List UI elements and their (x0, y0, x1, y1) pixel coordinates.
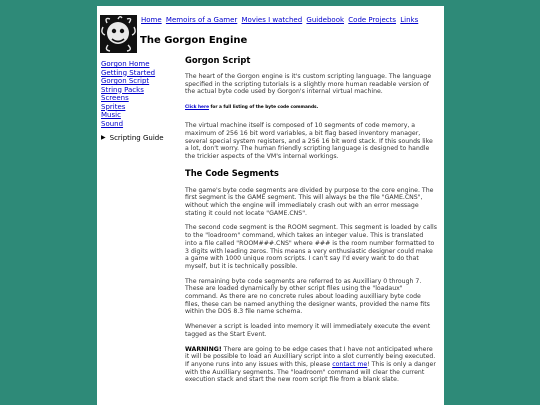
header (97, 6, 444, 54)
site-title: The Gorgon Engine (140, 35, 248, 46)
sidebar-item-screens[interactable]: Screens (101, 94, 129, 102)
sidebar-item-getting-started[interactable]: Getting Started (101, 68, 156, 77)
byte-code-listing-note (185, 105, 437, 111)
page-container (97, 6, 444, 405)
segments-paragraph-1: The game's byte code segments are divided by purpose to the core engine. The first segment is the GAME segment. This will always be the file "GAME.CNS", without which the engine will immediately crash out with an error message stating it could not locate "GAME.CNS". (185, 186, 434, 217)
code-segments-heading: The Code Segments (185, 167, 279, 178)
sidebar-item-sprites[interactable]: Sprites (101, 102, 126, 111)
nav-guidebook-link[interactable]: Guidebook (306, 16, 345, 24)
warning-paragraph (185, 346, 437, 385)
sidebar-scripting-guide-label: Scripting Guide (109, 134, 164, 142)
nav-movies-link[interactable]: Movies I watched (241, 16, 303, 24)
nav-code-projects-link[interactable]: Code Projects (348, 16, 397, 24)
nav-links-link[interactable]: Links (400, 16, 419, 24)
warning-text-a: There are going to be edge cases that I have not anticipated where it will be possible to load an Auxilliary script into a slot currently being executed. If anyone runs into any issues with this, please (185, 345, 436, 368)
page-title: Gorgon Script (185, 55, 251, 65)
sidebar (101, 60, 181, 143)
segments-paragraph-4: Whenever a script is loaded into memory it will immediately execute the event tagged as the Start Event. (185, 323, 431, 338)
contact-me-link[interactable]: contact me (332, 360, 368, 368)
nav-home-link[interactable]: Home (141, 16, 162, 24)
warning-label: WARNING! (185, 345, 222, 353)
segments-paragraph-3: The remaining byte code segments are referred to as Auxilliary 0 through 7. These are loaded dynamically by other script files using the "loadaux" command. As there are no concrete rules about loading auxilliary byte code files, these can be named anything the designer wants, provided the name fits within the DOS 8.3 file name schema. (185, 277, 430, 316)
byte-code-listing-text: for a full listing of the byte code commands. (209, 105, 319, 111)
sidebar-item-sound[interactable]: Sound (101, 119, 124, 128)
top-navigation (141, 16, 420, 24)
sidebar-item-gorgon-script[interactable]: Gorgon Script (101, 77, 150, 85)
sidebar-scripting-guide-toggle[interactable] (101, 134, 181, 143)
vm-paragraph: The virtual machine itself is composed of 10 segments of code memory, a maximum of 256 16 bit word variables, a bit flag based inventory manager, several special system registers, and a 256 16 bit word stack. If this sounds like a lot, don't worry. The human friendly scripting language is designed to handle the trickier aspects of the VM's internal workings. (185, 122, 433, 160)
segments-paragraph-2: The second code segment is the ROOM segment. This segment is loaded by calls to the "loadroom" command, which takes an integer value. This is translated into a file called "ROOM###.CNS" where ### is the room number formatted to 3 digits with leading zeros. This means a very enthusiastic designer could make a game with 1000 unique room scripts. I can't say I'd every want to do that myself, but it is technically possible. (185, 224, 437, 270)
sidebar-item-string-packs[interactable]: String Packs (101, 85, 144, 94)
warning-text-b: ! This is only a danger with the Auxilliary segments. The "loadroom" command will clear the current execution stack and start the new room script file from a blank slate. (185, 360, 436, 384)
gorgon-logo-image (100, 15, 137, 53)
sidebar-item-music[interactable]: Music (101, 111, 121, 119)
triangle-right-icon: ▶ (101, 134, 106, 141)
sidebar-item-gorgon-home[interactable]: Gorgon Home (101, 60, 150, 68)
nav-memoirs-link[interactable]: Memoirs of a Gamer (165, 16, 238, 24)
intro-paragraph: The heart of the Gorgon engine is it's custom scripting language. The language specified in the scripting tutorials is a slightly more human readable version of the actual byte code used by Gorgon's internal virtual machine. (185, 73, 432, 96)
click-here-link[interactable]: Click here (185, 105, 210, 111)
main-content (185, 53, 437, 391)
